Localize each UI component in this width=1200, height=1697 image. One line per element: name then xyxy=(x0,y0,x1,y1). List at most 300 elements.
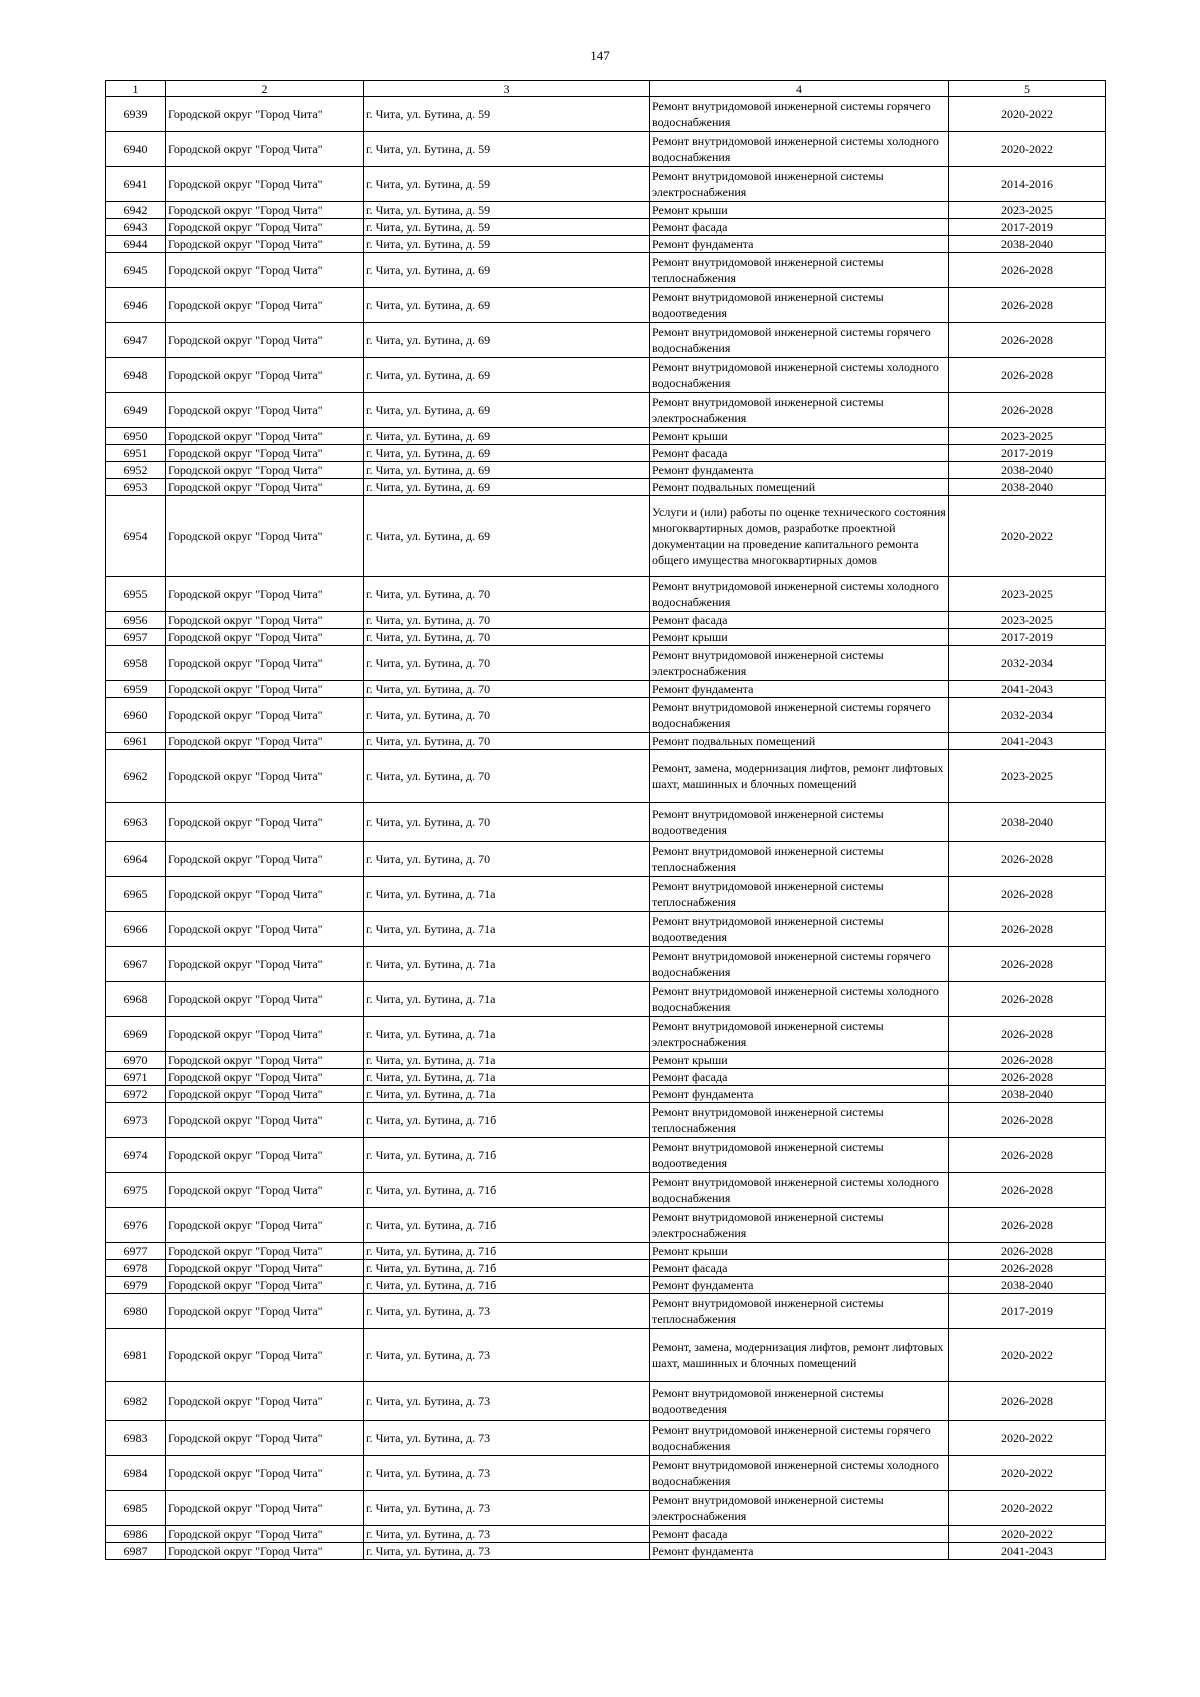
row-number: 6981 xyxy=(106,1329,166,1382)
table-row xyxy=(106,97,1106,132)
work-type-cell: Ремонт фундамента xyxy=(650,1277,949,1294)
work-type-cell: Ремонт внутридомовой инженерной системы холодного водоснабжения xyxy=(650,982,949,1017)
period-cell: 2020-2022 xyxy=(949,132,1106,167)
period-cell: 2023-2025 xyxy=(949,577,1106,612)
period-cell: 2041-2043 xyxy=(949,681,1106,698)
municipality-cell: Городской округ "Город Чита" xyxy=(166,1526,364,1543)
row-number: 6956 xyxy=(106,612,166,629)
row-number: 6943 xyxy=(106,219,166,236)
table-row xyxy=(106,982,1106,1017)
work-type-cell: Ремонт внутридомовой инженерной системы электроснабжения xyxy=(650,1017,949,1052)
municipality-cell: Городской округ "Город Чита" xyxy=(166,253,364,288)
period-cell: 2017-2019 xyxy=(949,219,1106,236)
header-row xyxy=(106,81,1106,97)
table-row xyxy=(106,1086,1106,1103)
table-row xyxy=(106,1421,1106,1456)
address-cell: г. Чита, ул. Бутина, д. 70 xyxy=(364,612,650,629)
row-number: 6985 xyxy=(106,1491,166,1526)
municipality-cell: Городской округ "Город Чита" xyxy=(166,1382,364,1421)
municipality-cell: Городской округ "Город Чита" xyxy=(166,132,364,167)
period-cell: 2020-2022 xyxy=(949,496,1106,577)
address-cell: г. Чита, ул. Бутина, д. 70 xyxy=(364,698,650,733)
table-row xyxy=(106,1173,1106,1208)
address-cell: г. Чита, ул. Бутина, д. 59 xyxy=(364,219,650,236)
work-type-cell: Ремонт внутридомовой инженерной системы теплоснабжения xyxy=(650,1294,949,1329)
municipality-cell: Городской округ "Город Чита" xyxy=(166,629,364,646)
row-number: 6939 xyxy=(106,97,166,132)
address-cell: г. Чита, ул. Бутина, д. 71а xyxy=(364,912,650,947)
municipality-cell: Городской округ "Город Чита" xyxy=(166,496,364,577)
work-type-cell: Ремонт внутридомовой инженерной системы электроснабжения xyxy=(650,1208,949,1243)
municipality-cell: Городской округ "Город Чита" xyxy=(166,167,364,202)
period-cell: 2038-2040 xyxy=(949,479,1106,496)
address-cell: г. Чита, ул. Бутина, д. 73 xyxy=(364,1456,650,1491)
row-number: 6964 xyxy=(106,842,166,877)
table-row xyxy=(106,479,1106,496)
table-row xyxy=(106,167,1106,202)
municipality-cell: Городской округ "Город Чита" xyxy=(166,462,364,479)
work-type-cell: Ремонт внутридомовой инженерной системы теплоснабжения xyxy=(650,253,949,288)
address-cell: г. Чита, ул. Бутина, д. 71б xyxy=(364,1138,650,1173)
work-type-cell: Ремонт, замена, модернизация лифтов, ремонт лифтовых шахт, машинных и блочных помещений xyxy=(650,750,949,803)
period-cell: 2026-2028 xyxy=(949,1243,1106,1260)
work-type-cell: Ремонт крыши xyxy=(650,428,949,445)
address-cell: г. Чита, ул. Бутина, д. 73 xyxy=(364,1526,650,1543)
work-type-cell: Ремонт внутридомовой инженерной системы водоотведения xyxy=(650,1138,949,1173)
work-type-cell: Ремонт внутридомовой инженерной системы водоотведения xyxy=(650,912,949,947)
address-cell: г. Чита, ул. Бутина, д. 70 xyxy=(364,733,650,750)
row-number: 6949 xyxy=(106,393,166,428)
work-type-cell: Ремонт внутридомовой инженерной системы горячего водоснабжения xyxy=(650,947,949,982)
address-cell: г. Чита, ул. Бутина, д. 71а xyxy=(364,982,650,1017)
work-type-cell: Ремонт фундамента xyxy=(650,1086,949,1103)
period-cell: 2026-2028 xyxy=(949,253,1106,288)
address-cell: г. Чита, ул. Бутина, д. 70 xyxy=(364,577,650,612)
column-header: 4 xyxy=(650,81,949,97)
table-row xyxy=(106,912,1106,947)
row-number: 6974 xyxy=(106,1138,166,1173)
municipality-cell: Городской округ "Город Чита" xyxy=(166,681,364,698)
page-number: 147 xyxy=(590,48,610,63)
row-number: 6973 xyxy=(106,1103,166,1138)
municipality-cell: Городской округ "Город Чита" xyxy=(166,842,364,877)
work-type-cell: Ремонт внутридомовой инженерной системы теплоснабжения xyxy=(650,877,949,912)
address-cell: г. Чита, ул. Бутина, д. 69 xyxy=(364,428,650,445)
row-number: 6975 xyxy=(106,1173,166,1208)
period-cell: 2023-2025 xyxy=(949,202,1106,219)
period-cell: 2026-2028 xyxy=(949,1017,1106,1052)
work-type-cell: Ремонт внутридомовой инженерной системы водоотведения xyxy=(650,288,949,323)
period-cell: 2017-2019 xyxy=(949,1294,1106,1329)
work-type-cell: Ремонт фасада xyxy=(650,1069,949,1086)
municipality-cell: Городской округ "Город Чита" xyxy=(166,393,364,428)
period-cell: 2026-2028 xyxy=(949,1103,1106,1138)
work-type-cell: Ремонт внутридомовой инженерной системы электроснабжения xyxy=(650,393,949,428)
municipality-cell: Городской округ "Город Чита" xyxy=(166,428,364,445)
table-row xyxy=(106,842,1106,877)
period-cell: 2026-2028 xyxy=(949,982,1106,1017)
municipality-cell: Городской округ "Город Чита" xyxy=(166,750,364,803)
period-cell: 2038-2040 xyxy=(949,1086,1106,1103)
period-cell: 2038-2040 xyxy=(949,462,1106,479)
table-row xyxy=(106,1491,1106,1526)
table-row xyxy=(106,393,1106,428)
table-row xyxy=(106,803,1106,842)
municipality-cell: Городской округ "Город Чита" xyxy=(166,1243,364,1260)
period-cell: 2026-2028 xyxy=(949,1382,1106,1421)
address-cell: г. Чита, ул. Бутина, д. 71б xyxy=(364,1173,650,1208)
period-cell: 2038-2040 xyxy=(949,236,1106,253)
address-cell: г. Чита, ул. Бутина, д. 70 xyxy=(364,629,650,646)
table-row xyxy=(106,202,1106,219)
municipality-cell: Городской округ "Город Чита" xyxy=(166,733,364,750)
address-cell: г. Чита, ул. Бутина, д. 59 xyxy=(364,236,650,253)
row-number: 6957 xyxy=(106,629,166,646)
row-number: 6948 xyxy=(106,358,166,393)
table-row xyxy=(106,132,1106,167)
period-cell: 2017-2019 xyxy=(949,629,1106,646)
row-number: 6952 xyxy=(106,462,166,479)
row-number: 6945 xyxy=(106,253,166,288)
period-cell: 2020-2022 xyxy=(949,1526,1106,1543)
period-cell: 2032-2034 xyxy=(949,698,1106,733)
address-cell: г. Чита, ул. Бутина, д. 70 xyxy=(364,646,650,681)
table-row xyxy=(106,323,1106,358)
municipality-cell: Городской округ "Город Чита" xyxy=(166,1052,364,1069)
municipality-cell: Городской округ "Город Чита" xyxy=(166,1329,364,1382)
table-row xyxy=(106,445,1106,462)
address-cell: г. Чита, ул. Бутина, д. 71а xyxy=(364,877,650,912)
table-row xyxy=(106,1138,1106,1173)
address-cell: г. Чита, ул. Бутина, д. 69 xyxy=(364,496,650,577)
table-row xyxy=(106,1543,1106,1560)
column-header: 2 xyxy=(166,81,364,97)
municipality-cell: Городской округ "Город Чита" xyxy=(166,288,364,323)
work-type-cell: Ремонт крыши xyxy=(650,202,949,219)
table-row xyxy=(106,1382,1106,1421)
address-cell: г. Чита, ул. Бутина, д. 70 xyxy=(364,681,650,698)
row-number: 6986 xyxy=(106,1526,166,1543)
address-cell: г. Чита, ул. Бутина, д. 69 xyxy=(364,323,650,358)
table-row xyxy=(106,462,1106,479)
address-cell: г. Чита, ул. Бутина, д. 71а xyxy=(364,1069,650,1086)
work-type-cell: Ремонт внутридомовой инженерной системы холодного водоснабжения xyxy=(650,358,949,393)
table-row xyxy=(106,733,1106,750)
municipality-cell: Городской округ "Город Чита" xyxy=(166,202,364,219)
address-cell: г. Чита, ул. Бутина, д. 69 xyxy=(364,288,650,323)
municipality-cell: Городской округ "Город Чита" xyxy=(166,445,364,462)
address-cell: г. Чита, ул. Бутина, д. 59 xyxy=(364,202,650,219)
municipality-cell: Городской округ "Город Чита" xyxy=(166,612,364,629)
address-cell: г. Чита, ул. Бутина, д. 59 xyxy=(364,132,650,167)
work-type-cell: Ремонт фасада xyxy=(650,1260,949,1277)
municipality-cell: Городской округ "Город Чита" xyxy=(166,698,364,733)
municipality-cell: Городской округ "Город Чита" xyxy=(166,1086,364,1103)
period-cell: 2032-2034 xyxy=(949,646,1106,681)
table-row xyxy=(106,219,1106,236)
work-type-cell: Ремонт внутридомовой инженерной системы теплоснабжения xyxy=(650,1103,949,1138)
period-cell: 2023-2025 xyxy=(949,428,1106,445)
address-cell: г. Чита, ул. Бутина, д. 69 xyxy=(364,445,650,462)
address-cell: г. Чита, ул. Бутина, д. 69 xyxy=(364,479,650,496)
period-cell: 2020-2022 xyxy=(949,1329,1106,1382)
period-cell: 2026-2028 xyxy=(949,1138,1106,1173)
table-row xyxy=(106,1277,1106,1294)
row-number: 6984 xyxy=(106,1456,166,1491)
work-type-cell: Ремонт внутридомовой инженерной системы горячего водоснабжения xyxy=(650,323,949,358)
row-number: 6961 xyxy=(106,733,166,750)
table-row xyxy=(106,358,1106,393)
period-cell: 2020-2022 xyxy=(949,97,1106,132)
table-row xyxy=(106,1103,1106,1138)
work-type-cell: Ремонт фасада xyxy=(650,612,949,629)
table-row xyxy=(106,1069,1106,1086)
period-cell: 2026-2028 xyxy=(949,842,1106,877)
table-row xyxy=(106,1329,1106,1382)
table-row xyxy=(106,1208,1106,1243)
table-row xyxy=(106,1243,1106,1260)
row-number: 6960 xyxy=(106,698,166,733)
municipality-cell: Городской округ "Город Чита" xyxy=(166,323,364,358)
period-cell: 2041-2043 xyxy=(949,733,1106,750)
table-row xyxy=(106,236,1106,253)
table-row xyxy=(106,1052,1106,1069)
address-cell: г. Чита, ул. Бутина, д. 73 xyxy=(364,1329,650,1382)
table-row xyxy=(106,877,1106,912)
row-number: 6947 xyxy=(106,323,166,358)
municipality-cell: Городской округ "Город Чита" xyxy=(166,1069,364,1086)
address-cell: г. Чита, ул. Бутина, д. 71а xyxy=(364,1086,650,1103)
period-cell: 2026-2028 xyxy=(949,288,1106,323)
address-cell: г. Чита, ул. Бутина, д. 59 xyxy=(364,167,650,202)
row-number: 6963 xyxy=(106,803,166,842)
row-number: 6950 xyxy=(106,428,166,445)
row-number: 6955 xyxy=(106,577,166,612)
address-cell: г. Чита, ул. Бутина, д. 70 xyxy=(364,842,650,877)
municipality-cell: Городской округ "Город Чита" xyxy=(166,1260,364,1277)
row-number: 6968 xyxy=(106,982,166,1017)
table-row xyxy=(106,288,1106,323)
work-type-cell: Ремонт подвальных помещений xyxy=(650,733,949,750)
row-number: 6983 xyxy=(106,1421,166,1456)
work-type-cell: Ремонт фасада xyxy=(650,219,949,236)
address-cell: г. Чита, ул. Бутина, д. 71а xyxy=(364,1052,650,1069)
table-row xyxy=(106,496,1106,577)
period-cell: 2038-2040 xyxy=(949,1277,1106,1294)
table-row xyxy=(106,629,1106,646)
address-cell: г. Чита, ул. Бутина, д. 69 xyxy=(364,253,650,288)
row-number: 6954 xyxy=(106,496,166,577)
table-row xyxy=(106,750,1106,803)
address-cell: г. Чита, ул. Бутина, д. 73 xyxy=(364,1491,650,1526)
address-cell: г. Чита, ул. Бутина, д. 69 xyxy=(364,358,650,393)
row-number: 6953 xyxy=(106,479,166,496)
address-cell: г. Чита, ул. Бутина, д. 71б xyxy=(364,1103,650,1138)
address-cell: г. Чита, ул. Бутина, д. 59 xyxy=(364,97,650,132)
period-cell: 2014-2016 xyxy=(949,167,1106,202)
municipality-cell: Городской округ "Город Чита" xyxy=(166,646,364,681)
period-cell: 2020-2022 xyxy=(949,1456,1106,1491)
address-cell: г. Чита, ул. Бутина, д. 73 xyxy=(364,1382,650,1421)
period-cell: 2026-2028 xyxy=(949,1173,1106,1208)
municipality-cell: Городской округ "Город Чита" xyxy=(166,97,364,132)
municipality-cell: Городской округ "Город Чита" xyxy=(166,877,364,912)
work-type-cell: Ремонт внутридомовой инженерной системы горячего водоснабжения xyxy=(650,1421,949,1456)
table-row xyxy=(106,428,1106,445)
address-cell: г. Чита, ул. Бутина, д. 69 xyxy=(364,393,650,428)
row-number: 6977 xyxy=(106,1243,166,1260)
table-row xyxy=(106,1017,1106,1052)
row-number: 6967 xyxy=(106,947,166,982)
work-type-cell: Ремонт внутридомовой инженерной системы холодного водоснабжения xyxy=(650,577,949,612)
work-type-cell: Ремонт внутридомовой инженерной системы электроснабжения xyxy=(650,1491,949,1526)
column-header: 1 xyxy=(106,81,166,97)
row-number: 6970 xyxy=(106,1052,166,1069)
row-number: 6940 xyxy=(106,132,166,167)
address-cell: г. Чита, ул. Бутина, д. 71а xyxy=(364,1017,650,1052)
period-cell: 2026-2028 xyxy=(949,947,1106,982)
work-type-cell: Ремонт внутридомовой инженерной системы водоотведения xyxy=(650,1382,949,1421)
row-number: 6979 xyxy=(106,1277,166,1294)
municipality-cell: Городской округ "Город Чита" xyxy=(166,1017,364,1052)
table-row xyxy=(106,646,1106,681)
row-number: 6982 xyxy=(106,1382,166,1421)
municipality-cell: Городской округ "Город Чита" xyxy=(166,479,364,496)
municipality-cell: Городской округ "Город Чита" xyxy=(166,1491,364,1526)
work-type-cell: Услуги и (или) работы по оценке технического состояния многоквартирных домов, разработке проектной документации на проведение капитального ремонта общего имущества многоквартирных домов xyxy=(650,496,949,577)
table-row xyxy=(106,681,1106,698)
address-cell: г. Чита, ул. Бутина, д. 70 xyxy=(364,803,650,842)
period-cell: 2026-2028 xyxy=(949,877,1106,912)
period-cell: 2026-2028 xyxy=(949,912,1106,947)
row-number: 6941 xyxy=(106,167,166,202)
period-cell: 2026-2028 xyxy=(949,358,1106,393)
period-cell: 2026-2028 xyxy=(949,1052,1106,1069)
municipality-cell: Городской округ "Город Чита" xyxy=(166,912,364,947)
address-cell: г. Чита, ул. Бутина, д. 70 xyxy=(364,750,650,803)
period-cell: 2038-2040 xyxy=(949,803,1106,842)
row-number: 6965 xyxy=(106,877,166,912)
row-number: 6980 xyxy=(106,1294,166,1329)
work-type-cell: Ремонт внутридомовой инженерной системы горячего водоснабжения xyxy=(650,698,949,733)
work-type-cell: Ремонт внутридомовой инженерной системы электроснабжения xyxy=(650,646,949,681)
column-header: 3 xyxy=(364,81,650,97)
table-row xyxy=(106,577,1106,612)
municipality-cell: Городской округ "Город Чита" xyxy=(166,982,364,1017)
period-cell: 2023-2025 xyxy=(949,612,1106,629)
municipality-cell: Городской округ "Город Чита" xyxy=(166,947,364,982)
row-number: 6951 xyxy=(106,445,166,462)
work-type-cell: Ремонт внутридомовой инженерной системы холодного водоснабжения xyxy=(650,1456,949,1491)
table-row xyxy=(106,1456,1106,1491)
municipality-cell: Городской округ "Город Чита" xyxy=(166,236,364,253)
work-type-cell: Ремонт фундамента xyxy=(650,1543,949,1560)
period-cell: 2017-2019 xyxy=(949,445,1106,462)
address-cell: г. Чита, ул. Бутина, д. 69 xyxy=(364,462,650,479)
period-cell: 2023-2025 xyxy=(949,750,1106,803)
address-cell: г. Чита, ул. Бутина, д. 71б xyxy=(364,1277,650,1294)
period-cell: 2020-2022 xyxy=(949,1491,1106,1526)
table-row xyxy=(106,1526,1106,1543)
period-cell: 2020-2022 xyxy=(949,1421,1106,1456)
period-cell: 2026-2028 xyxy=(949,1069,1106,1086)
row-number: 6972 xyxy=(106,1086,166,1103)
table-body xyxy=(106,97,1106,1560)
municipality-cell: Городской округ "Город Чита" xyxy=(166,1543,364,1560)
municipality-cell: Городской округ "Город Чита" xyxy=(166,803,364,842)
table-row xyxy=(106,698,1106,733)
work-type-cell: Ремонт подвальных помещений xyxy=(650,479,949,496)
municipality-cell: Городской округ "Город Чита" xyxy=(166,1208,364,1243)
period-cell: 2026-2028 xyxy=(949,323,1106,358)
address-cell: г. Чита, ул. Бутина, д. 71б xyxy=(364,1243,650,1260)
work-type-cell: Ремонт крыши xyxy=(650,1243,949,1260)
row-number: 6946 xyxy=(106,288,166,323)
repair-schedule-table xyxy=(105,80,1106,1560)
row-number: 6962 xyxy=(106,750,166,803)
row-number: 6942 xyxy=(106,202,166,219)
municipality-cell: Городской округ "Город Чита" xyxy=(166,1277,364,1294)
address-cell: г. Чита, ул. Бутина, д. 73 xyxy=(364,1543,650,1560)
table-row xyxy=(106,612,1106,629)
work-type-cell: Ремонт, замена, модернизация лифтов, ремонт лифтовых шахт, машинных и блочных помещений xyxy=(650,1329,949,1382)
work-type-cell: Ремонт внутридомовой инженерной системы электроснабжения xyxy=(650,167,949,202)
address-cell: г. Чита, ул. Бутина, д. 71а xyxy=(364,947,650,982)
municipality-cell: Городской округ "Город Чита" xyxy=(166,1421,364,1456)
work-type-cell: Ремонт фундамента xyxy=(650,681,949,698)
work-type-cell: Ремонт фундамента xyxy=(650,236,949,253)
table-row xyxy=(106,1260,1106,1277)
row-number: 6978 xyxy=(106,1260,166,1277)
table-row xyxy=(106,1294,1106,1329)
work-type-cell: Ремонт внутридомовой инженерной системы водоотведения xyxy=(650,803,949,842)
work-type-cell: Ремонт фасада xyxy=(650,445,949,462)
period-cell: 2041-2043 xyxy=(949,1543,1106,1560)
row-number: 6976 xyxy=(106,1208,166,1243)
column-header: 5 xyxy=(949,81,1106,97)
row-number: 6959 xyxy=(106,681,166,698)
work-type-cell: Ремонт внутридомовой инженерной системы холодного водоснабжения xyxy=(650,132,949,167)
municipality-cell: Городской округ "Город Чита" xyxy=(166,358,364,393)
address-cell: г. Чита, ул. Бутина, д. 71б xyxy=(364,1260,650,1277)
period-cell: 2026-2028 xyxy=(949,1208,1106,1243)
address-cell: г. Чита, ул. Бутина, д. 73 xyxy=(364,1421,650,1456)
period-cell: 2026-2028 xyxy=(949,1260,1106,1277)
municipality-cell: Городской округ "Город Чита" xyxy=(166,1456,364,1491)
row-number: 6944 xyxy=(106,236,166,253)
municipality-cell: Городской округ "Город Чита" xyxy=(166,577,364,612)
municipality-cell: Городской округ "Город Чита" xyxy=(166,1294,364,1329)
work-type-cell: Ремонт внутридомовой инженерной системы теплоснабжения xyxy=(650,842,949,877)
work-type-cell: Ремонт крыши xyxy=(650,1052,949,1069)
address-cell: г. Чита, ул. Бутина, д. 73 xyxy=(364,1294,650,1329)
work-type-cell: Ремонт фасада xyxy=(650,1526,949,1543)
work-type-cell: Ремонт внутридомовой инженерной системы холодного водоснабжения xyxy=(650,1173,949,1208)
row-number: 6958 xyxy=(106,646,166,681)
period-cell: 2026-2028 xyxy=(949,393,1106,428)
row-number: 6966 xyxy=(106,912,166,947)
address-cell: г. Чита, ул. Бутина, д. 71б xyxy=(364,1208,650,1243)
work-type-cell: Ремонт крыши xyxy=(650,629,949,646)
municipality-cell: Городской округ "Город Чита" xyxy=(166,219,364,236)
row-number: 6969 xyxy=(106,1017,166,1052)
municipality-cell: Городской округ "Город Чита" xyxy=(166,1138,364,1173)
table-row xyxy=(106,253,1106,288)
work-type-cell: Ремонт фундамента xyxy=(650,462,949,479)
row-number: 6971 xyxy=(106,1069,166,1086)
municipality-cell: Городской округ "Город Чита" xyxy=(166,1103,364,1138)
table-row xyxy=(106,947,1106,982)
